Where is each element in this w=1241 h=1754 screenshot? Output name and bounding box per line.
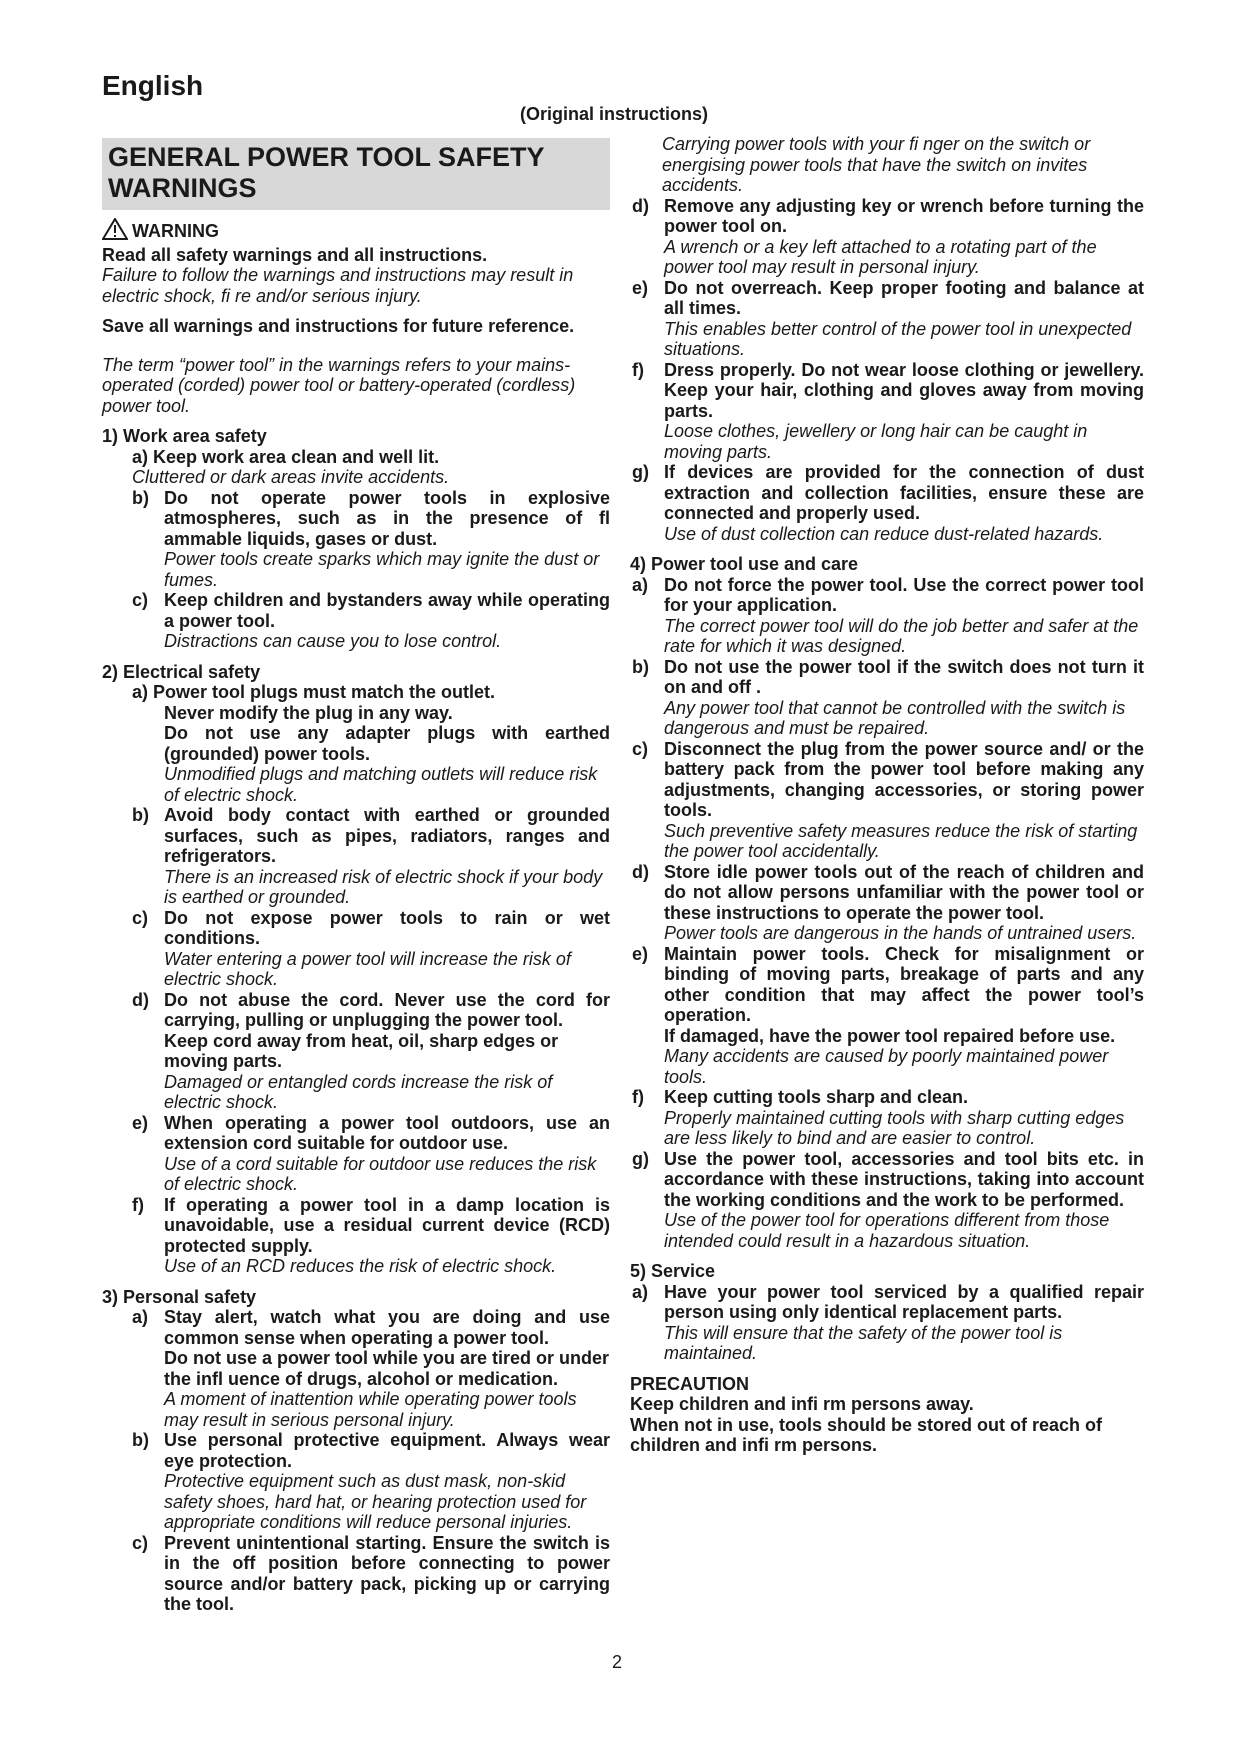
s4-b-item xyxy=(632,657,1144,739)
s4-a-bold: Do not force the power tool. Use the correct power tool for your application. xyxy=(664,574,1144,615)
s2-d-bold2: Keep cord away from heat, oil, sharp edges or moving parts. xyxy=(164,1030,559,1071)
item-label: f) xyxy=(132,1194,144,1215)
s3-e-note: This enables better control of the power tool in unexpected situations. xyxy=(664,318,1132,359)
s2-c-bold: Do not expose power tools to rain or wet conditions. xyxy=(164,907,610,948)
s2-a-bold3: Do not use any adapter plugs with earthed (grounded) power tools. xyxy=(164,723,610,764)
section-service: 5) Service xyxy=(630,1261,716,1281)
s3-g-item xyxy=(632,462,1144,544)
s2-f-bold: If operating a power tool in a damp location is unavoidable, use a residual current device (RCD) protected supply. xyxy=(164,1194,610,1256)
section-tool-use: 4) Power tool use and care xyxy=(630,554,859,574)
item-label: g) xyxy=(632,462,649,482)
precaution-line2: When not in use, tools should be stored out of reach of children and infi rm persons. xyxy=(630,1414,1102,1455)
item-label: d) xyxy=(132,989,149,1010)
s4-c-bold: Disconnect the plug from the power source and/ or the battery pack from the power tool before making any adjustments, changing accessories, or storing power tools. xyxy=(664,738,1144,820)
item-label: e) xyxy=(632,277,649,298)
item-label: c) xyxy=(132,907,149,928)
s1-a-bold: a) Keep work area clean and well lit. xyxy=(132,446,440,467)
warning-label: WARNING xyxy=(132,221,219,241)
item-label: d) xyxy=(632,861,649,882)
s2-a-note: Unmodified plugs and matching outlets will reduce risk of electric shock. xyxy=(164,764,598,805)
s4-b-note: Any power tool that cannot be controlled with the switch is dangerous and must be repaired. xyxy=(664,697,1126,738)
item-label: b) xyxy=(132,487,149,508)
s2-d-note: Damaged or entangled cords increase the risk of electric shock. xyxy=(164,1071,553,1112)
s1-c-item xyxy=(102,590,610,652)
item-label: a) xyxy=(632,574,649,595)
s2-a-bold1: a) Power tool plugs must match the outlet. xyxy=(132,682,496,702)
s2-e-bold: When operating a power tool outdoors, use an extension cord suitable for outdoor use. xyxy=(164,1112,610,1153)
s4-c-note: Such preventive safety measures reduce the risk of starting the power tool accidentally. xyxy=(664,820,1138,861)
s2-b-bold: Avoid body contact with earthed or grounded surfaces, such as pipes, radiators, ranges and refrigerators. xyxy=(164,805,610,866)
s1-c-note: Distractions can cause you to lose control. xyxy=(164,631,502,651)
s4-g-note: Use of the power tool for operations different from those intended could result in a hazardous situation. xyxy=(664,1210,1110,1251)
item-label: b) xyxy=(632,656,649,677)
s1-b-bold: Do not operate power tools in explosive atmospheres, such as in the presence of fl ammable liquids, gases or dust. xyxy=(164,487,610,549)
s4-g-item xyxy=(632,1149,1144,1252)
s3-f-note: Loose clothes, jewellery or long hair can be caught in moving parts. xyxy=(664,421,1088,462)
s4-e-item xyxy=(632,944,1144,1088)
s4-a-note: The correct power tool will do the job better and safer at the rate for which it was designed. xyxy=(664,615,1139,656)
s5-a-bold: Have your power tool serviced by a qualified repair person using only identical replacement parts. xyxy=(664,1281,1144,1322)
s4-b-bold: Do not use the power tool if the switch does not turn it on and off . xyxy=(664,656,1144,697)
item-label: c) xyxy=(632,738,649,759)
precaution-line1: Keep children and infi rm persons away. xyxy=(630,1394,974,1414)
item-label: b) xyxy=(132,805,149,825)
s3-f-bold: Dress properly. Do not wear loose clothing or jewellery. Keep your hair, clothing and gloves away from moving parts. xyxy=(664,359,1144,421)
warning-row xyxy=(102,218,610,245)
s3-d-item xyxy=(632,196,1144,278)
s4-d-note: Power tools are dangerous in the hands of untrained users. xyxy=(664,923,1137,943)
s4-d-item xyxy=(632,862,1144,944)
s2-e-note: Use of a cord suitable for outdoor use reduces the risk of electric shock. xyxy=(164,1153,597,1194)
s3-e-bold: Do not overreach. Keep proper footing and balance at all times. xyxy=(664,277,1144,318)
s1-b-note: Power tools create sparks which may ignite the dust or fumes. xyxy=(164,549,600,590)
s4-f-item xyxy=(632,1087,1144,1149)
item-label: g) xyxy=(632,1148,649,1169)
item-label: e) xyxy=(632,943,649,964)
s4-e-note: Many accidents are caused by poorly maintained power tools. xyxy=(664,1046,1109,1087)
s3-e-item xyxy=(632,278,1144,360)
s3-f-item xyxy=(632,360,1144,463)
failure-note: Failure to follow the warnings and instructions may result in electric shock, fi re and/or serious injury. xyxy=(102,265,574,306)
item-label: a) xyxy=(632,1281,649,1302)
item-label: d) xyxy=(632,195,649,216)
s3-g-note: Use of dust collection can reduce dust-related hazards. xyxy=(664,523,1104,544)
term-note: The term “power tool” in the warnings refers to your mains-operated (corded) power tool or battery-operated (cordless) power tool. xyxy=(102,354,576,416)
s4-c-item xyxy=(632,739,1144,862)
s2-b-note: There is an increased risk of electric shock if your body is earthed or grounded. xyxy=(164,866,603,907)
s4-d-bold: Store idle power tools out of the reach of children and do not allow persons unfamiliar with the power tool or these instructions to operate the power tool. xyxy=(664,861,1144,923)
s2-f-item xyxy=(102,1195,610,1277)
s4-f-note: Properly maintained cutting tools with sharp cutting edges are less likely to bind and are easier to control. xyxy=(664,1107,1125,1148)
precaution-title: PRECAUTION xyxy=(630,1373,750,1394)
s2-a-bold2: Never modify the plug in any way. xyxy=(164,702,453,723)
s4-a-item xyxy=(632,575,1144,657)
s2-c-item xyxy=(102,908,610,990)
right-column xyxy=(632,134,1144,1456)
s4-e-bold1: Maintain power tools. Check for misalignment or binding of moving parts, breakage of parts and any other condition that may affect the power tool’s operation. xyxy=(664,943,1144,1025)
item-label: f) xyxy=(632,1087,644,1107)
s4-f-bold: Keep cutting tools sharp and clean. xyxy=(664,1087,969,1107)
s3-a-bold2: Do not use a power tool while you are tired or under the infl uence of drugs, alcohol or medication. xyxy=(164,1348,610,1389)
s3-b-bold: Use personal protective equipment. Always wear eye protection. xyxy=(164,1430,610,1471)
s5-a-note: This will ensure that the safety of the power tool is maintained. xyxy=(664,1322,1063,1363)
s5-a-item xyxy=(632,1282,1144,1364)
s2-d-item xyxy=(102,990,610,1113)
s4-g-bold: Use the power tool, accessories and tool bits etc. in accordance with these instructions, taking into account the working conditions and the work to be performed. xyxy=(664,1148,1144,1210)
s3-g-bold: If devices are provided for the connection of dust extraction and collection facilities, ensure these are connected and properly used. xyxy=(664,462,1144,523)
section-personal: 3) Personal safety xyxy=(102,1286,257,1307)
page-number: 2 xyxy=(612,1652,623,1672)
s2-e-item xyxy=(102,1113,610,1195)
s1-c-bold: Keep children and bystanders away while operating a power tool. xyxy=(164,590,610,631)
left-column xyxy=(102,138,610,1615)
item-label: c) xyxy=(132,590,149,610)
item-label: b) xyxy=(132,1430,149,1450)
language-heading: English xyxy=(102,70,204,101)
original-instructions: (Original instructions) xyxy=(520,104,709,124)
s3-c-note: Carrying power tools with your fi nger on the switch or energising power tools that have the switch on invites accidents. xyxy=(662,134,1091,195)
save-warnings: Save all warnings and instructions for future reference. xyxy=(102,316,575,336)
s2-d-bold1: Do not abuse the cord. Never use the cord for carrying, pulling or unplugging the power tool. xyxy=(164,989,610,1030)
s1-a-note: Cluttered or dark areas invite accidents. xyxy=(132,467,450,487)
warning-triangle-icon xyxy=(102,218,128,245)
s4-e-bold2: If damaged, have the power tool repaired before use. xyxy=(664,1025,1116,1046)
page-title: GENERAL POWER TOOL SAFETY WARNINGS xyxy=(102,138,610,210)
s3-a-bold1: Stay alert, watch what you are doing and use common sense when operating a power tool. xyxy=(164,1307,610,1348)
section-work-area: 1) Work area safety xyxy=(102,426,267,446)
s3-a-note: A moment of inattention while operating power tools may result in serious personal injury. xyxy=(164,1389,577,1430)
section-electrical: 2) Electrical safety xyxy=(102,661,261,682)
item-label: e) xyxy=(132,1112,149,1133)
read-warnings: Read all safety warnings and all instructions. xyxy=(102,244,488,265)
s3-b-item xyxy=(102,1430,610,1533)
s3-a-item xyxy=(102,1307,610,1430)
item-label: f) xyxy=(632,359,644,380)
s2-f-note: Use of an RCD reduces the risk of electric shock. xyxy=(164,1256,557,1276)
s3-d-bold: Remove any adjusting key or wrench before turning the power tool on. xyxy=(664,195,1144,236)
s1-b-item xyxy=(102,488,610,591)
s3-d-note: A wrench or a key left attached to a rotating part of the power tool may result in personal injury. xyxy=(664,236,1097,277)
s3-c-bold: Prevent unintentional starting. Ensure the switch is in the off position before connecting to power source and/or battery pack, picking up or carrying the tool. xyxy=(164,1532,610,1614)
s3-b-note: Protective equipment such as dust mask, non-skid safety shoes, hard hat, or hearing protection used for appropriate conditions will reduce personal injuries. xyxy=(164,1471,587,1532)
item-label: c) xyxy=(132,1532,149,1553)
s2-c-note: Water entering a power tool will increase the risk of electric shock. xyxy=(164,948,571,989)
s3-c-item xyxy=(102,1533,610,1615)
item-label: a) xyxy=(132,1307,149,1327)
s2-b-item xyxy=(102,805,610,908)
